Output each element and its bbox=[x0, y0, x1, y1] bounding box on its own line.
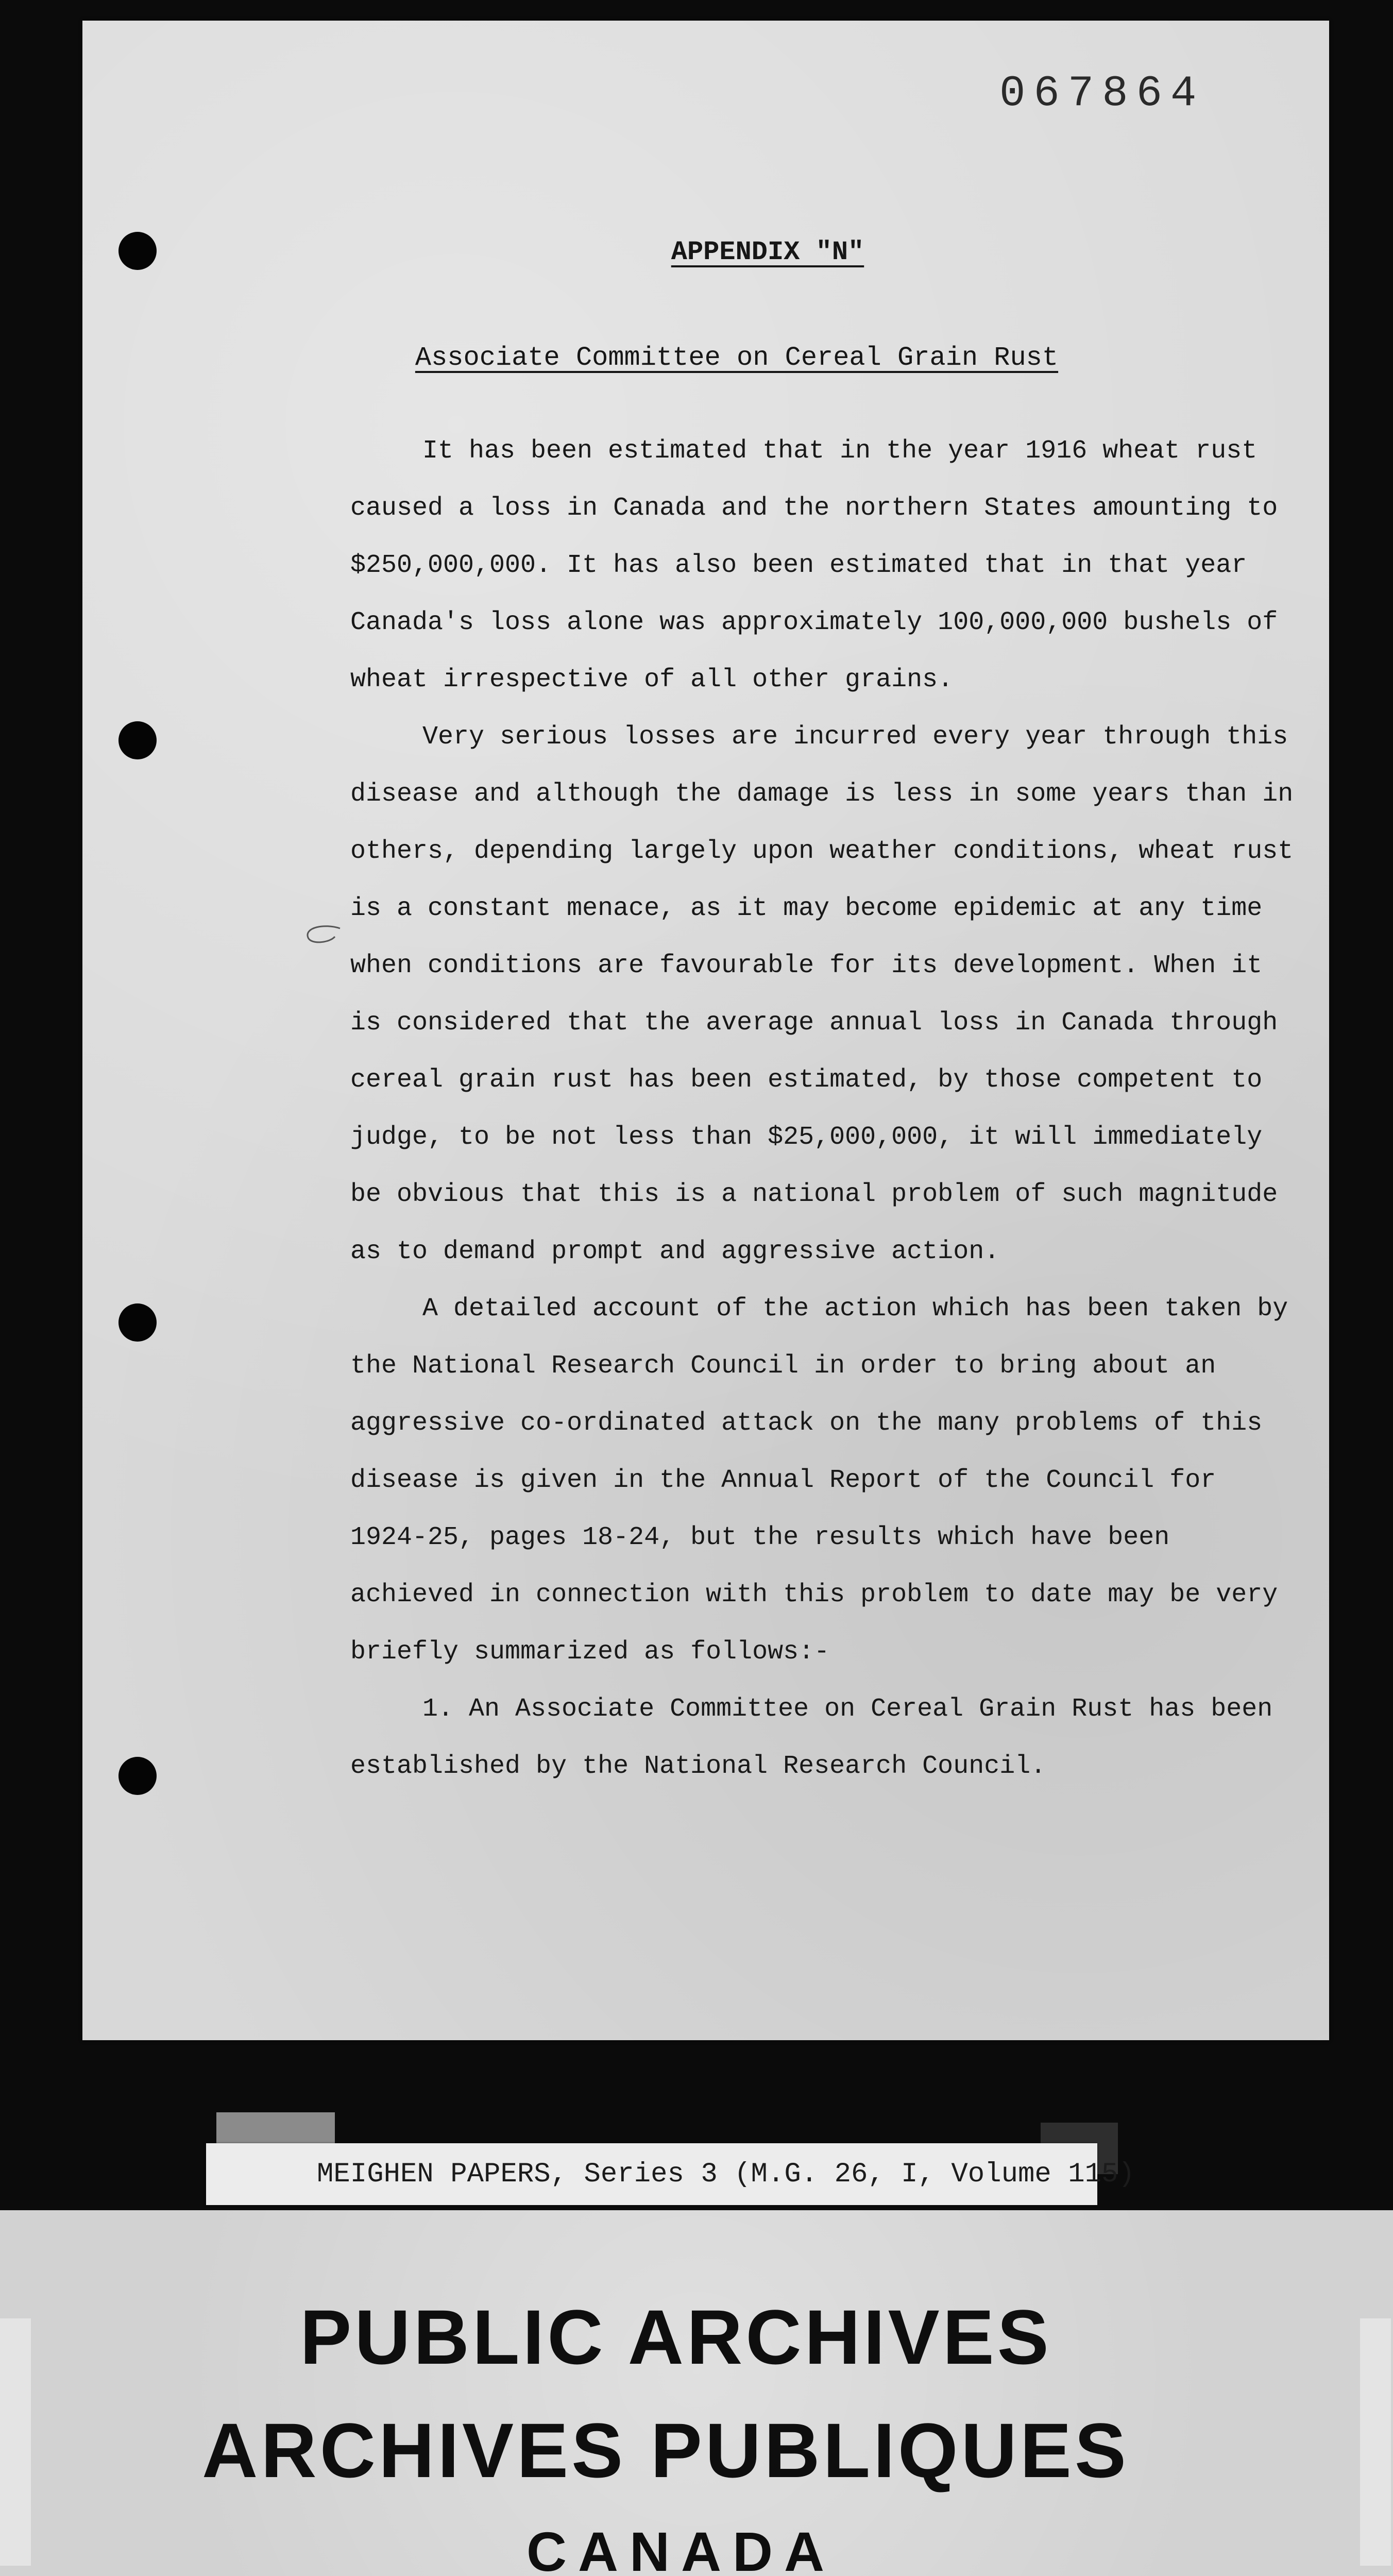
document-page bbox=[82, 21, 1329, 2040]
punch-hole bbox=[118, 1303, 157, 1342]
paragraph-3: A detailed account of the action which has been taken by the National Research Council in order to bring about an aggressive co-ordinated attack on the many problems of this disease is given in the Annual Report of the Council for 1924-25, pages 18-24, but the results which have been achieved in connection with this problem to date may be very briefly summarized as follows:- bbox=[350, 1294, 1288, 1667]
committee-title: Associate Committee on Cereal Grain Rust bbox=[415, 343, 1059, 373]
pencil-mark bbox=[299, 922, 345, 948]
paragraph-2: Very serious losses are incurred every year through this disease and although the damage is less in some years than in others, depending largely upon weather conditions, wheat rust is a constant menace, as it may become epidemic at any time when conditions are favourable for its development. When it is considered that the average annual loss in Canada through cereal grain rust has been estimated, by those competent to judge, to be not less than $25,000,000, it will immediately be obvious that this is a national problem of such magnitude as to demand prompt and aggressive action. bbox=[350, 722, 1294, 1266]
collection-label bbox=[206, 2143, 1135, 2205]
appendix-title: APPENDIX "N" bbox=[671, 237, 864, 267]
body-text bbox=[350, 422, 1309, 1795]
document-number: 067864 bbox=[999, 70, 1205, 118]
collection-label-text: MEIGHEN PAPERS, Series 3 (M.G. 26, I, Volume 115) bbox=[317, 2158, 1135, 2190]
punch-hole bbox=[118, 1757, 157, 1795]
paragraph-4: 1. An Associate Committee on Cereal Grain Rust has been established by the National Research Council. bbox=[350, 1694, 1273, 1781]
archives-line-country: CANADA bbox=[526, 2520, 836, 2576]
archives-card bbox=[0, 2210, 1393, 2576]
paragraph-1: It has been estimated that in the year 1916 wheat rust caused a loss in Canada and the northern States amounting to $250,000,000. It has also been estimated that in that year Canada's loss alone was approximately 100,000,000 bushels of wheat irrespective of all other grains. bbox=[350, 436, 1278, 694]
archives-line-english: PUBLIC ARCHIVES bbox=[300, 2294, 1052, 2380]
punch-hole bbox=[118, 721, 157, 759]
archives-line-french: ARCHIVES PUBLIQUES bbox=[202, 2407, 1129, 2494]
